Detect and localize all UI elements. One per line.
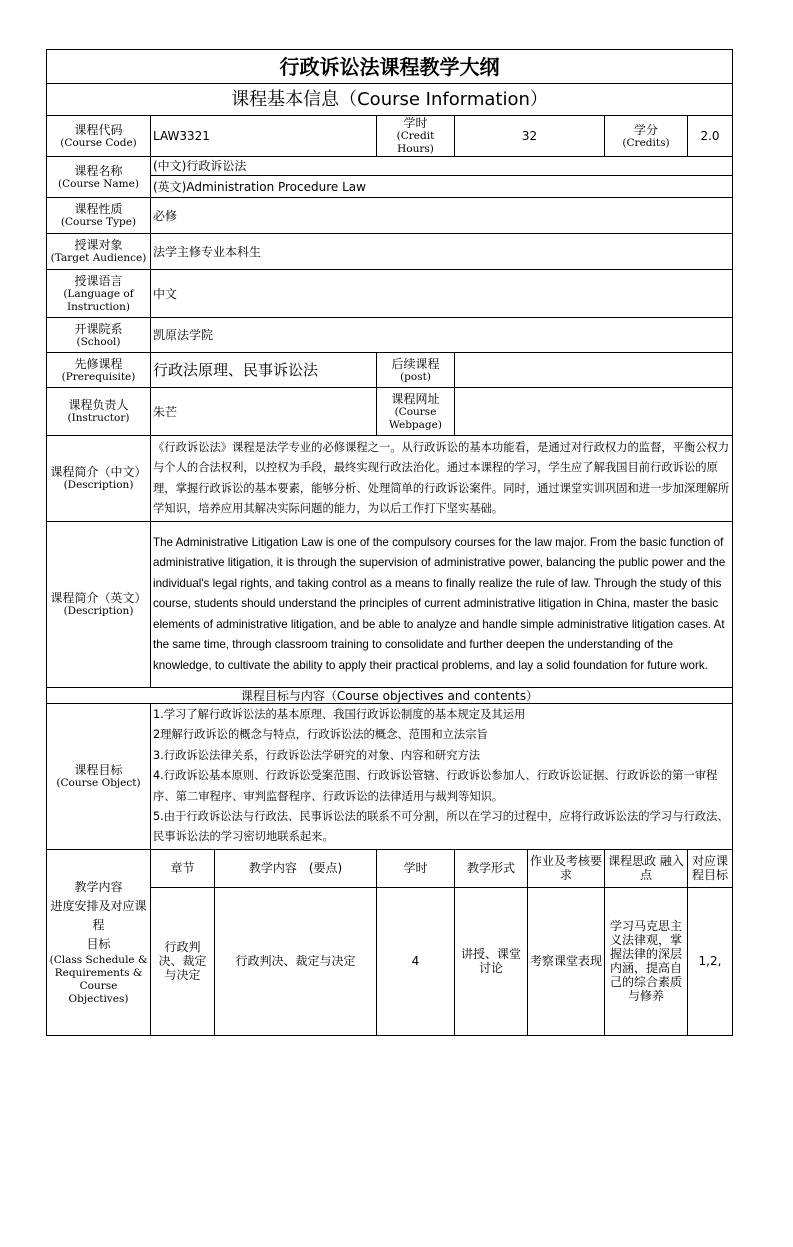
course-objectives-label: 课程目标 (Course Object) xyxy=(47,704,151,850)
schedule-hours: 4 xyxy=(377,887,455,1035)
document-title-main: 行政诉讼法课程教学大纲 xyxy=(47,50,733,84)
syllabus-sheet-main xyxy=(46,49,732,1036)
schedule-label: 教学内容 进度安排及对应课 程 目标 (Class Schedule & Requirements & Course Objectives) xyxy=(47,849,151,1035)
post-course-value xyxy=(455,353,733,388)
description-en-label: 课程简介（英文） (Description) xyxy=(47,522,151,688)
schedule-ideology: 学习马克思主义法律观，掌握法律的深层内涵，提高自己的综合素质与修养 xyxy=(605,887,688,1035)
schedule-header-hours: 学时 xyxy=(377,849,455,887)
post-course-label: 后续课程 (post) xyxy=(377,353,455,388)
course-type-value: 必修 xyxy=(151,198,733,234)
schedule-header-ideology: 课程思政 融入点 xyxy=(605,849,688,887)
instructor-value: 朱芒 xyxy=(151,388,377,436)
schedule-header-objectives: 对应课程目标 xyxy=(688,849,733,887)
schedule-assessment: 考察课堂表现 xyxy=(528,887,605,1035)
schedule-header-chapter: 章节 xyxy=(151,849,215,887)
description-en-text: The Administrative Litigation Law is one of the compulsory courses for the law major. From the basic function of administrative litigation, it is through the supervision of administrative power, balancing the public power and the individual's legal rights, and taking control as a means to finally realize the rule of law. Through the study of this course, students should understand the principles of current administrative litigation in China, master the basic elements of administrative litigation, and be able to analyze and handle simple administrative litigation cases. At the same time, through classroom training to consolidate and further deepen the understanding of the knowledge, to cultivate the ability to apply their practical problems, and lay a solid foundation for future work. xyxy=(151,522,733,688)
course-code-label-main: 课程代码 (Course Code) xyxy=(47,116,151,157)
description-zh-label: 课程简介（中文） (Description) xyxy=(47,436,151,522)
webpage-value xyxy=(455,388,733,436)
hours-label-cell: 学时 (Credit Hours) xyxy=(377,116,455,157)
course-objectives-list xyxy=(151,704,733,850)
instructor-label: 课程负责人 (Instructor) xyxy=(47,388,151,436)
description-zh-text: 《行政诉讼法》课程是法学专业的必修课程之一。从行政诉讼的基本功能看，是通过对行政权力的监督，平衡公权力与个人的合法权利，以控权为手段，最终实现行政法治化。通过本课程的学习，学生应了解我国目前行政诉讼的原理，掌握行政诉讼的基本要素，能够分析、处理简单的行政诉讼案件。同时，通过课堂实训巩固和进一步加深理解所学知识，培养应用其解决实际问题的能力，为以后工作打下坚实基础。 xyxy=(151,436,733,522)
main-table xyxy=(46,49,733,1036)
credits-value-cell: 2.0 xyxy=(688,116,733,157)
course-name-label: 课程名称 (Course Name) xyxy=(47,157,151,198)
objective-item: 1.学习了解行政诉讼法的基本原理、我国行政诉讼制度的基本规定及其运用 xyxy=(153,708,526,721)
schedule-header-assessment: 作业及考核要求 xyxy=(528,849,605,887)
school-value: 凯原法学院 xyxy=(151,318,733,353)
course-info-heading: 课程基本信息（Course Information） xyxy=(47,84,733,116)
schedule-header-form: 教学形式 xyxy=(455,849,528,887)
webpage-label: 课程网址 (Course Webpage) xyxy=(377,388,455,436)
course-code-cell: LAW3321 xyxy=(151,116,377,157)
target-audience-label: 授课对象 (Target Audience) xyxy=(47,234,151,270)
objective-item: 5.由于行政诉讼法与行政法、民事诉讼法的联系不可分割，所以在学习的过程中，应将行政诉讼法的学习与行政法、民事诉讼法的学习密切地联系起来。 xyxy=(153,810,729,844)
language-label: 授课语言 (Language of Instruction) xyxy=(47,270,151,318)
schedule-chapter: 行政判决、裁定与决定 xyxy=(151,887,215,1035)
target-audience-value: 法学主修专业本科生 xyxy=(151,234,733,270)
objective-item: 3.行政诉讼法律关系，行政诉讼法学研究的对象、内容和研究方法 xyxy=(153,748,481,762)
schedule-content: 行政判决、裁定与决定 xyxy=(215,887,377,1035)
schedule-objectives: 1,2, xyxy=(688,887,733,1035)
objectives-section-header: 课程目标与内容（Course objectives and contents） xyxy=(47,688,733,704)
schedule-form: 讲授、课堂讨论 xyxy=(455,887,528,1035)
course-name-zh: (中文)行政诉讼法 xyxy=(151,157,733,176)
course-type-label: 课程性质 (Course Type) xyxy=(47,198,151,234)
school-label: 开课院系 (School) xyxy=(47,318,151,353)
hours-value-cell: 32 xyxy=(455,116,605,157)
credits-label-cell: 学分 (Credits) xyxy=(605,116,688,157)
language-value: 中文 xyxy=(151,270,733,318)
schedule-header-content: 教学内容 (要点) xyxy=(215,849,377,887)
prerequisite-label: 先修课程 (Prerequisite) xyxy=(47,353,151,388)
objective-item: 4.行政诉讼基本原则、行政诉讼受案范围、行政诉讼管辖、行政诉讼参加人、行政诉讼证据、行政诉讼的第一审程序、第二审程序、审判监督程序、行政诉讼的法律适用与裁判等知识。 xyxy=(153,769,718,803)
objective-item: 2理解行政诉讼的概念与特点，行政诉讼法的概念、范围和立法宗旨 xyxy=(153,728,488,742)
course-name-en: (英文)Administration Procedure Law xyxy=(151,176,733,198)
prerequisite-value: 行政法原理、民事诉讼法 xyxy=(151,353,377,388)
